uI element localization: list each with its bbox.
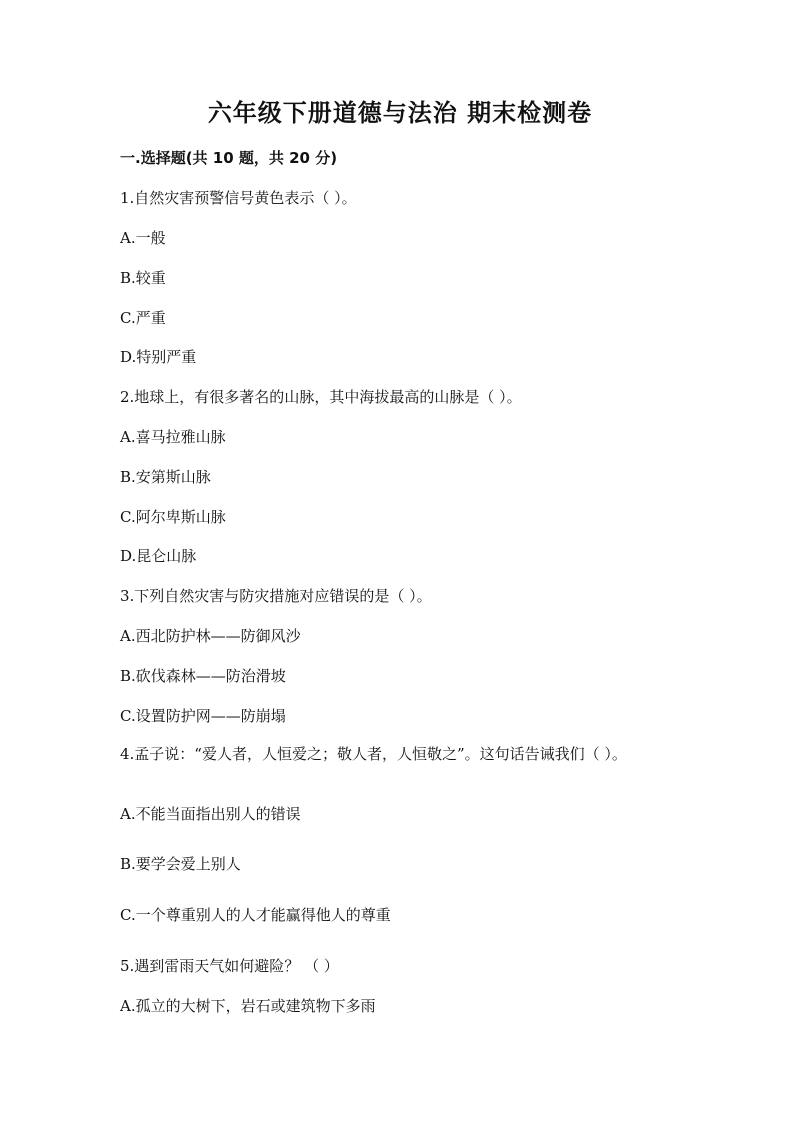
question-2-option-c: C.阿尔卑斯山脉 [120,508,226,526]
question-1-option-c: C.严重 [120,309,166,327]
question-1-option-d: D.特别严重 [120,348,197,366]
question-5-option-a: A.孤立的大树下，岩石或建筑物下多雨 [120,997,376,1015]
question-2-stem: 2.地球上，有很多著名的山脉，其中海拔最高的山脉是（ ）。 [120,388,522,406]
question-1-option-b: B.较重 [120,269,166,287]
question-4-stem: 4.孟子说：“爱人者，人恒爱之；敬人者，人恒敬之”。这句话告诫我们（ ）。 [120,745,627,763]
question-4-option-a: A.不能当面指出别人的错误 [120,805,301,823]
question-1-stem: 1.自然灾害预警信号黄色表示（ ）。 [120,189,357,207]
question-3-option-b: B.砍伐森林——防治滑坡 [120,667,286,685]
question-1-option-a: A.一般 [120,229,166,247]
question-2-option-b: B.安第斯山脉 [120,468,211,486]
section-heading: 一.选择题(共 10 题，共 20 分) [120,149,338,167]
question-2-option-d: D.昆仑山脉 [120,547,197,565]
question-3-option-a: A.西北防护林——防御风沙 [120,627,301,645]
question-5-stem: 5.遇到雷雨天气如何避险？ （ ） [120,957,339,975]
question-3-option-c: C.设置防护网——防崩塌 [120,707,286,725]
question-3-stem: 3.下列自然灾害与防灾措施对应错误的是（ ）。 [120,587,432,605]
question-2-option-a: A.喜马拉雅山脉 [120,428,226,446]
exam-title: 六年级下册道德与法治 期末检测卷 [207,98,593,127]
question-4-option-c: C.一个尊重别人的人才能赢得他人的尊重 [120,906,391,924]
question-4-option-b: B.要学会爱上别人 [120,855,241,873]
